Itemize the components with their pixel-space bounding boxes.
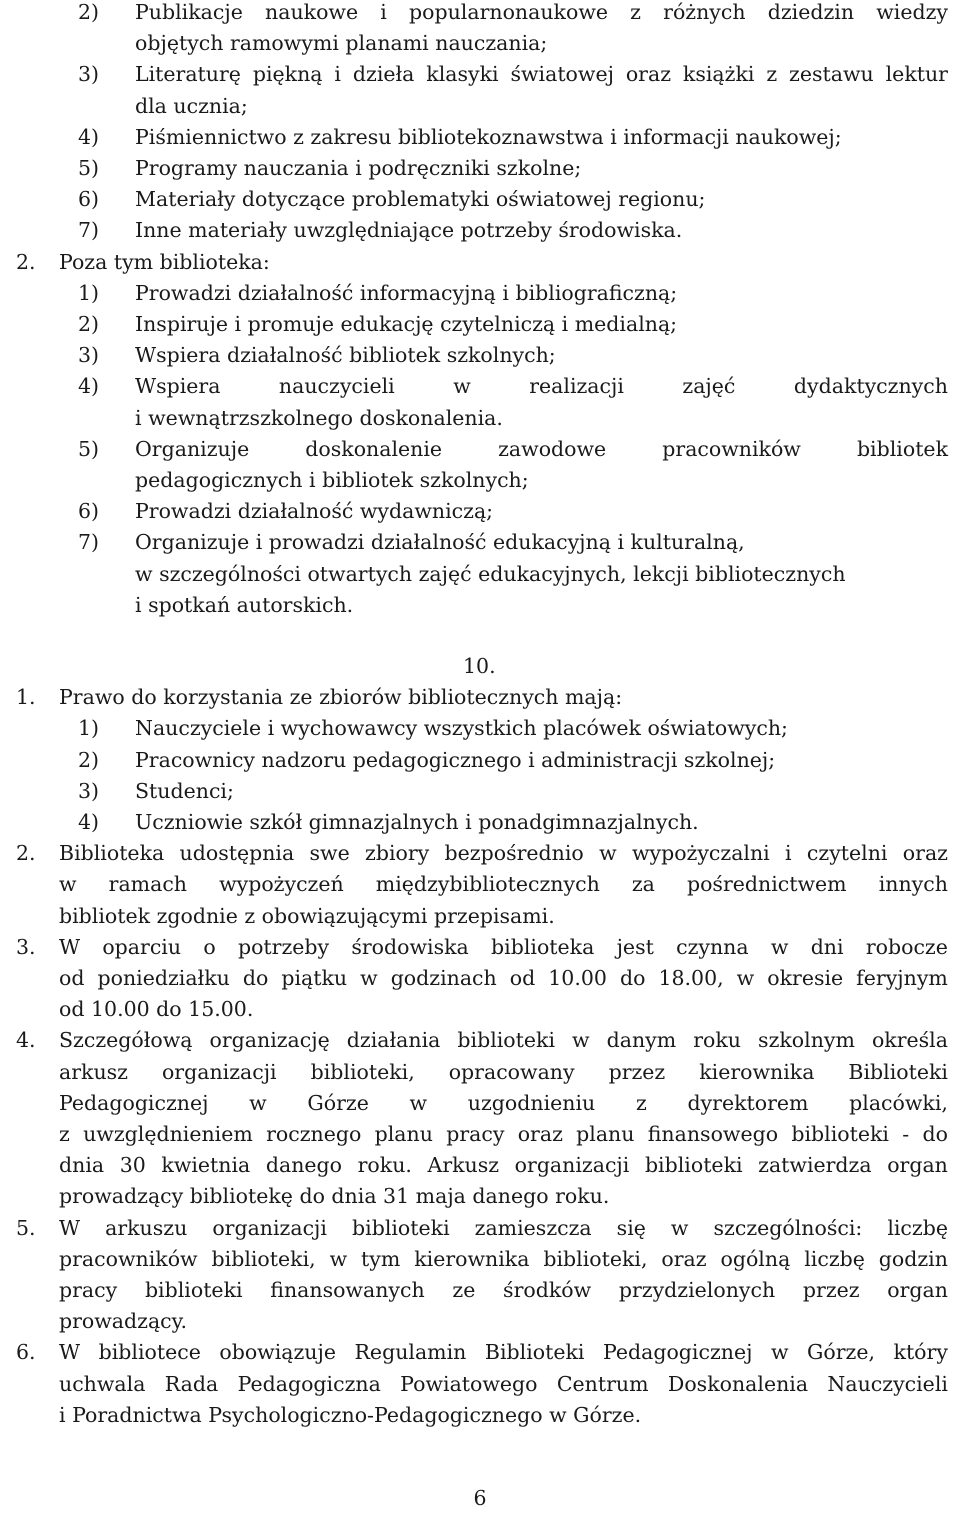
paragraph-text: z uwzględnieniem rocznego planu pracy oraz planu finansowego biblioteki - do bbox=[59, 1122, 948, 1146]
list-item-text: Wspiera nauczycieli w realizacji zajęć dydaktycznych bbox=[135, 374, 948, 399]
list-item-text: Programy nauczania i podręczniki szkolne; bbox=[135, 156, 582, 180]
paragraph-text: uchwala Rada Pedagogiczna Powiatowego Centrum Doskonalenia Nauczycieli bbox=[59, 1371, 948, 1396]
paragraph-text: od poniedziałku do piątku w godzinach od 10.00 do 18.00, w okresie feryjnym bbox=[59, 966, 948, 990]
list-item-number: 7) bbox=[78, 218, 100, 243]
list-item-number: 3) bbox=[78, 343, 100, 368]
list-item-text: Prowadzi działalność informacyjną i bibliograficzną; bbox=[135, 280, 678, 305]
paragraph-text: i Poradnictwa Psychologiczno-Pedagogicznego w Górze. bbox=[59, 1402, 642, 1427]
list-item-text: dla ucznia; bbox=[135, 93, 248, 118]
paragraph-number: 5. bbox=[16, 1215, 36, 1240]
list-item-number: 7) bbox=[78, 530, 100, 555]
list-item-number: 5) bbox=[78, 156, 100, 180]
paragraph-text: W bibliotece obowiązuje Regulamin Biblioteki Pedagogicznej w Górze, który bbox=[59, 1340, 948, 1365]
list-item-text: Materiały dotyczące problematyki oświatowej regionu; bbox=[135, 187, 706, 212]
paragraph-text: prowadzący. bbox=[59, 1309, 188, 1334]
paragraph-text: pracowników biblioteki, w tym kierownika biblioteki, oraz ogólną liczbę godzin bbox=[59, 1246, 948, 1271]
list-item-number: 1) bbox=[78, 716, 100, 741]
list-item-text: Piśmiennictwo z zakresu bibliotekoznawstwa i informacji naukowej; bbox=[135, 124, 842, 149]
paragraph-text: dnia 30 kwietnia danego roku. Arkusz organizacji biblioteki zatwierdza organ bbox=[59, 1153, 948, 1178]
list-item-text: Prowadzi działalność wydawniczą; bbox=[135, 499, 494, 524]
paragraph-number: 3. bbox=[16, 934, 36, 959]
list-item-text: Pracownicy nadzoru pedagogicznego i administracji szkolnej; bbox=[135, 747, 776, 772]
paragraph-text: W arkuszu organizacji biblioteki zamieszcza się w szczególności: liczbę bbox=[59, 1215, 948, 1240]
section-heading: 10. bbox=[463, 654, 496, 678]
paragraph-intro: Prawo do korzystania ze zbiorów bibliotecznych mają: bbox=[59, 685, 623, 710]
paragraph-number: 2. bbox=[16, 249, 36, 274]
list-item-number: 3) bbox=[78, 778, 100, 803]
list-item-number: 1) bbox=[78, 280, 100, 305]
paragraph-text: arkusz organizacji biblioteki, opracowany przez kierownika Biblioteki bbox=[59, 1059, 948, 1084]
list-item-number: 5) bbox=[78, 436, 100, 461]
list-item-number: 6) bbox=[78, 499, 100, 524]
list-item-text: w szczególności otwartych zajęć edukacyjnych, lekcji bibliotecznych bbox=[135, 561, 846, 586]
paragraph-text: Biblioteka udostępnia swe zbiory bezpośrednio w wypożyczalni i czytelni oraz bbox=[59, 841, 948, 866]
paragraph-text: od 10.00 do 15.00. bbox=[59, 997, 254, 1022]
paragraph-number: 6. bbox=[16, 1340, 36, 1365]
list-item-text: i spotkań autorskich. bbox=[135, 592, 354, 617]
list-item-number: 2) bbox=[78, 747, 100, 772]
list-item-text: Publikacje naukowe i popularnonaukowe z różnych dziedzin wiedzy bbox=[135, 0, 948, 24]
list-item-text: Nauczyciele i wychowawcy wszystkich placówek oświatowych; bbox=[135, 716, 788, 741]
paragraph-text: W oparciu o potrzeby środowiska biblioteka jest czynna w dni robocze bbox=[59, 934, 948, 959]
list-item-number: 3) bbox=[78, 62, 100, 87]
list-item-text: i wewnątrzszkolnego doskonalenia. bbox=[135, 405, 503, 430]
paragraph-number: 2. bbox=[16, 841, 36, 866]
list-item-number: 4) bbox=[78, 810, 100, 834]
paragraph-text: pracy biblioteki finansowanych ze środków przydzielonych przez organ bbox=[59, 1278, 948, 1302]
list-item-number: 4) bbox=[78, 124, 100, 149]
list-item-text: Studenci; bbox=[135, 778, 234, 803]
list-item-text: Inne materiały uwzględniające potrzeby środowiska. bbox=[135, 218, 683, 243]
paragraph-text: prowadzący bibliotekę do dnia 31 maja danego roku. bbox=[59, 1184, 610, 1209]
list-item-number: 4) bbox=[78, 374, 100, 399]
list-item-text: objętych ramowymi planami nauczania; bbox=[135, 31, 548, 56]
list-item-text: Wspiera działalność bibliotek szkolnych; bbox=[135, 343, 556, 368]
list-item-number: 2) bbox=[78, 312, 100, 336]
list-item-number: 2) bbox=[78, 0, 100, 24]
list-item-text: Uczniowie szkół gimnazjalnych i ponadgimnazjalnych. bbox=[135, 810, 699, 834]
paragraph-number: 1. bbox=[16, 685, 36, 710]
paragraph-text: bibliotek zgodnie z obowiązującymi przepisami. bbox=[59, 903, 555, 928]
paragraph-intro: Poza tym biblioteka: bbox=[59, 249, 270, 274]
list-item-number: 6) bbox=[78, 187, 100, 212]
paragraph-text: Szczegółową organizację działania biblioteki w danym roku szkolnym określa bbox=[59, 1028, 948, 1053]
list-item-text: Organizuje i prowadzi działalność edukacyjną i kulturalną, bbox=[135, 530, 745, 555]
paragraph-text: Pedagogicznej w Górze w uzgodnieniu z dyrektorem placówki, bbox=[59, 1090, 948, 1115]
paragraph-text: w ramach wypożyczeń międzybibliotecznych za pośrednictwem innych bbox=[59, 872, 948, 897]
page-number: 6 bbox=[473, 1486, 487, 1510]
list-item-text: Organizuje doskonalenie zawodowe pracowników bibliotek bbox=[135, 436, 948, 461]
list-item-text: pedagogicznych i bibliotek szkolnych; bbox=[135, 468, 529, 492]
list-item-text: Inspiruje i promuje edukację czytelniczą i medialną; bbox=[135, 312, 678, 336]
list-item-text: Literaturę piękną i dzieła klasyki światowej oraz książki z zestawu lektur bbox=[135, 62, 948, 87]
paragraph-number: 4. bbox=[16, 1028, 36, 1053]
